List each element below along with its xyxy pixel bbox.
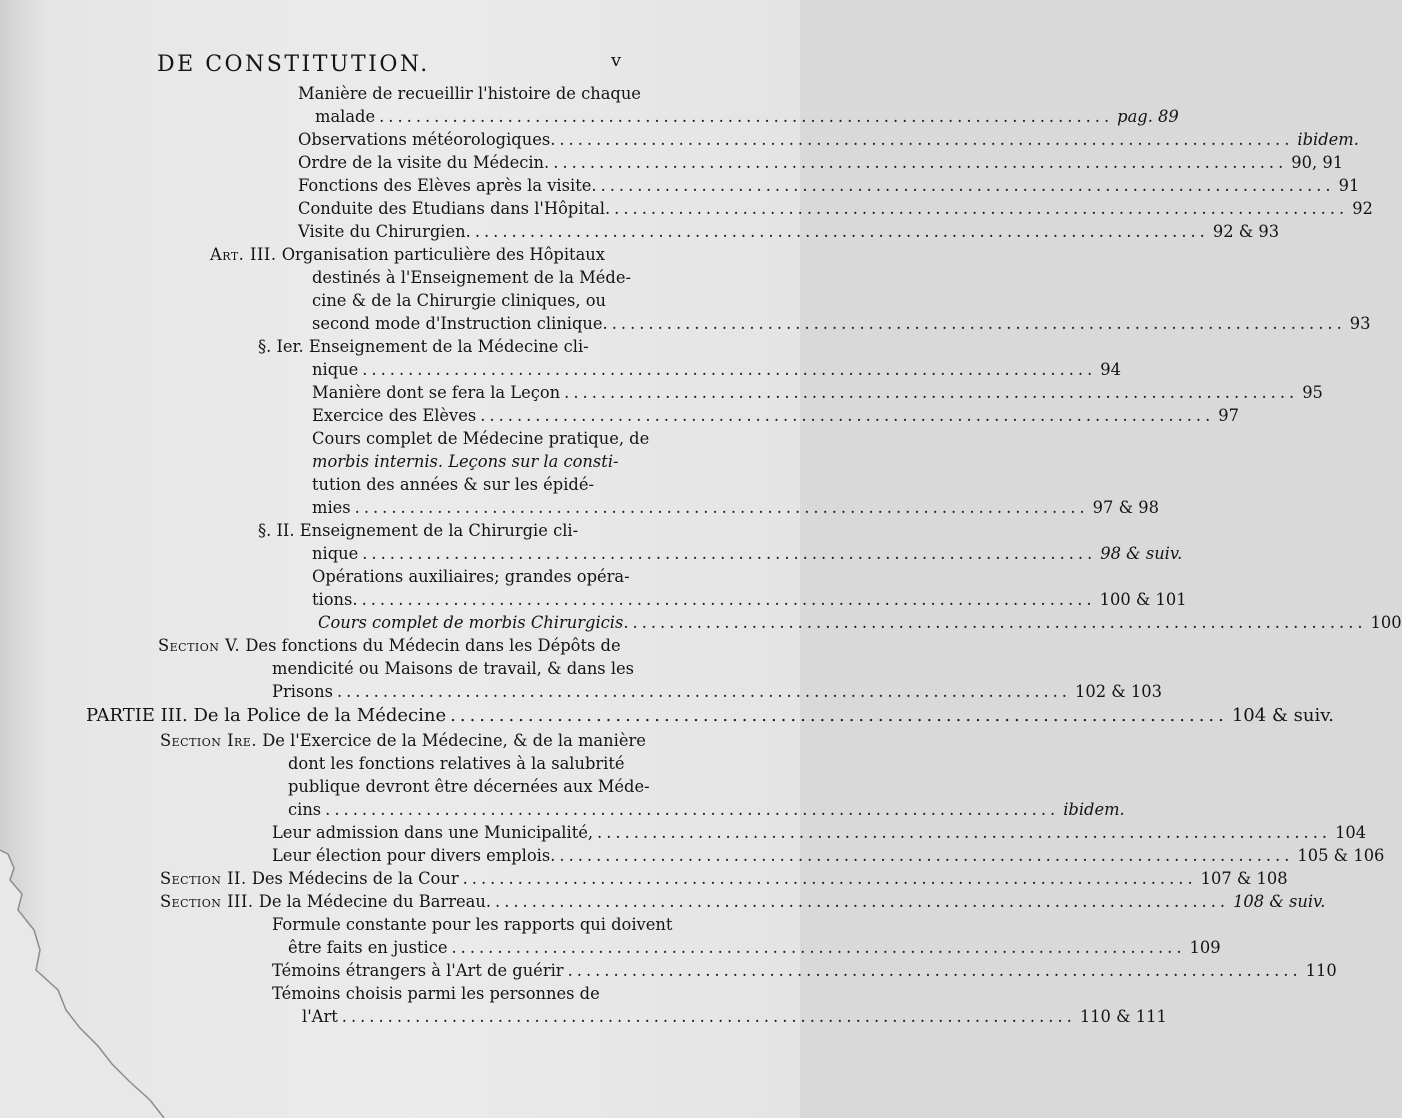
toc-line: Conduite des Etudians dans l'Hôpital. ................................................................................ 92 (298, 199, 1373, 218)
toc-line: Ordre de la visite du Médecin. ................................................................................ 90, 91 (298, 153, 1344, 172)
toc-line: cins ................................................................................ ibidem. (288, 800, 1125, 819)
toc-line: Manière dont se fera la Leçon ................................................................................ 95 (312, 383, 1323, 402)
toc-line: Prisons ................................................................................ 102 & 103 (272, 682, 1162, 701)
article-label: Art. III. (210, 245, 277, 264)
toc-line: destinés à l'Enseignement de la Méde- (312, 268, 631, 287)
toc-line: Témoins étrangers à l'Art de guérir ................................................................................ 110 (272, 961, 1337, 980)
toc-line: Observations météorologiques. ................................................................................ ibidem. (298, 130, 1359, 149)
page-number: v (611, 50, 622, 71)
toc-line: Fonctions des Elèves après la visite. ................................................................................ 91 (298, 176, 1360, 195)
toc-line: dont les fonctions relatives à la salubrité (288, 754, 625, 773)
toc-line: second mode d'Instruction clinique. ................................................................................ 93 (312, 314, 1371, 333)
toc-line: tions. ................................................................................ 100 & 101 (312, 590, 1187, 609)
toc-line: morbis internis. Leçons sur la consti- (312, 452, 619, 471)
toc-line: Leur admission dans une Municipalité, ................................................................................ 104 (272, 823, 1367, 842)
toc-line: l'Art ................................................................................ 110 & 111 (302, 1007, 1167, 1026)
toc-line: malade ................................................................................ pag. 89 (315, 107, 1179, 126)
toc-line: publique devront être décernées aux Méde- (288, 777, 650, 796)
toc-line: tution des années & sur les épidé- (312, 475, 594, 494)
paragraph-label: §. Ier. (258, 337, 304, 356)
toc-section-line: Section V. Des fonctions du Médecin dans les Dépôts de (158, 636, 621, 655)
toc-line: nique ................................................................................ 98 & suiv. (312, 544, 1183, 563)
toc-line: cine & de la Chirurgie cliniques, ou (312, 291, 607, 310)
part-label: PARTIE III. (86, 705, 188, 726)
toc-line: Cours complet de Médecine pratique, de (312, 429, 650, 448)
toc-line: Leur élection pour divers emplois. ................................................................................ 105 & 106 (272, 846, 1385, 865)
toc-line: Visite du Chirurgien. ................................................................................ 92 & 93 (298, 222, 1280, 241)
section-label: Section III. (160, 892, 254, 911)
section-label: Section II. (160, 869, 247, 888)
toc-section-line: Section III. De la Médecine du Barreau. ................................................................................ 108 & suiv. (160, 892, 1326, 911)
running-title: DE CONSTITUTION. (157, 52, 430, 77)
toc-part-line: PARTIE III. De la Police de la Médecine ................................................................................ 104 & suiv. (86, 705, 1335, 726)
section-label: Section Ire. (160, 731, 258, 750)
paragraph-label: §. II. (258, 521, 295, 540)
torn-corner (0, 850, 170, 1118)
toc-line: mies ................................................................................ 97 & 98 (312, 498, 1159, 517)
toc-section-line: Section II. Des Médecins de la Cour ................................................................................ 107 & 108 (160, 869, 1288, 888)
section-label: Section V. (158, 636, 241, 655)
toc-line: Formule constante pour les rapports qui doivent (272, 915, 673, 934)
toc-section-line: §. Ier. Enseignement de la Médecine cli- (258, 337, 589, 356)
toc-section-line: §. II. Enseignement de la Chirurgie cli- (258, 521, 579, 540)
toc-line: nique ................................................................................ 94 (312, 360, 1121, 379)
toc-section-line: Art. III. Organisation particulière des Hôpitaux (210, 245, 605, 264)
toc-line: Cours complet de morbis Chirurgicis. ................................................................................ 100 (318, 613, 1402, 632)
toc-line: être faits en justice ................................................................................ 109 (288, 938, 1221, 957)
toc-line: Manière de recueillir l'histoire de chaque (298, 84, 641, 103)
toc-line: Exercice des Elèves ................................................................................ 97 (312, 406, 1239, 425)
page-header (0, 52, 800, 82)
toc-line: Opérations auxiliaires; grandes opéra- (312, 567, 630, 586)
toc-line: Témoins choisis parmi les personnes de (272, 984, 600, 1003)
toc-section-line: Section Ire. De l'Exercice de la Médecine, & de la manière (160, 731, 646, 750)
toc-line: mendicité ou Maisons de travail, & dans les (272, 659, 635, 678)
